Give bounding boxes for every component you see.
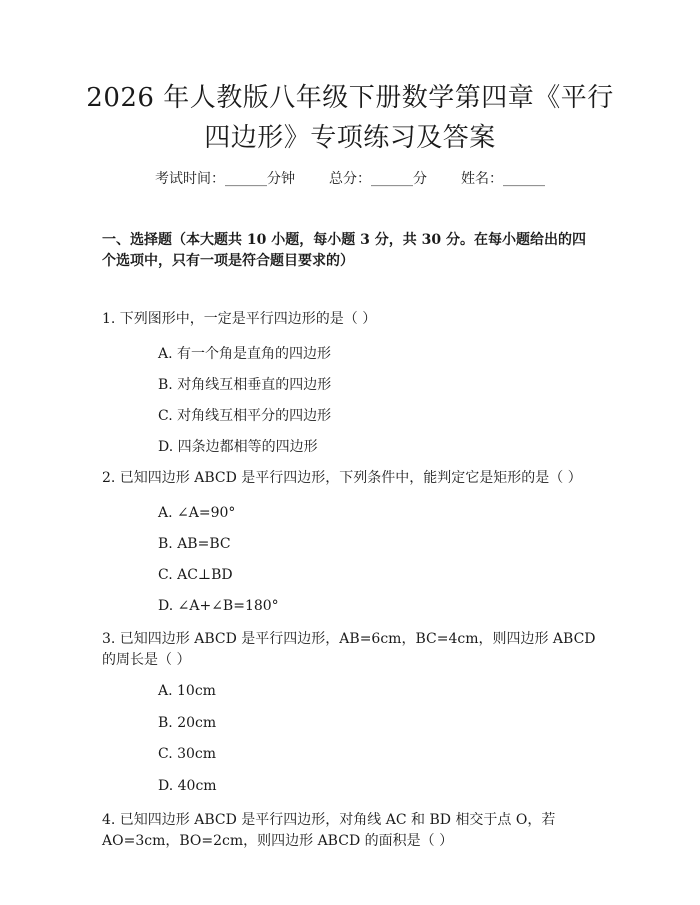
question-2-option-b: B. AB=BC <box>158 536 231 552</box>
question-3-option-c: C. 30cm <box>158 746 217 762</box>
question-1-option-c: C. 对角线互相平分的四边形 <box>158 408 332 424</box>
exam-info-line <box>0 170 700 188</box>
question-1: 1. 下列图形中，一定是平行四边形的是（ ） <box>102 311 377 327</box>
question-3-option-d: D. 40cm <box>158 778 217 794</box>
exam-time-field: 考试时间：______分钟 <box>155 171 295 187</box>
question-3: 3. 已知四边形 ABCD 是平行四边形，AB=6cm，BC=4cm，则四边形 ABCD 的周长是（ ） <box>102 631 596 668</box>
section-heading: 一、选择题（本大题共 10 小题，每小题 3 分，共 30 分。在每小题给出的四个选项中，只有一项是符合题目要求的） <box>102 232 586 269</box>
question-3-option-b: B. 20cm <box>158 715 217 731</box>
title-line-2: 四边形》专项练习及答案 <box>204 123 496 153</box>
question-1-option-a: A. 有一个角是直角的四边形 <box>158 346 332 362</box>
question-2-option-c: C. AC⊥BD <box>158 567 233 583</box>
question-1-option-d: D. 四条边都相等的四边形 <box>158 439 318 455</box>
question-3-option-a: A. 10cm <box>158 683 216 699</box>
question-2-option-a: A. ∠A=90° <box>158 505 236 521</box>
document-title <box>60 78 640 158</box>
title-line-1: 2026 年人教版八年级下册数学第四章《平行 <box>86 83 614 113</box>
question-4: 4. 已知四边形 ABCD 是平行四边形，对角线 AC 和 BD 相交于点 O，若 AO=3cm，BO=2cm，则四边形 ABCD 的面积是（ ） <box>102 812 556 849</box>
question-2: 2. 已知四边形 ABCD 是平行四边形，下列条件中，能判定它是矩形的是（ ） <box>102 470 582 486</box>
total-score-field: 总分：______分 <box>329 171 427 187</box>
student-name-field: 姓名：______ <box>461 171 545 187</box>
question-2-option-d: D. ∠A+∠B=180° <box>158 598 279 614</box>
question-1-option-b: B. 对角线互相垂直的四边形 <box>158 377 332 393</box>
